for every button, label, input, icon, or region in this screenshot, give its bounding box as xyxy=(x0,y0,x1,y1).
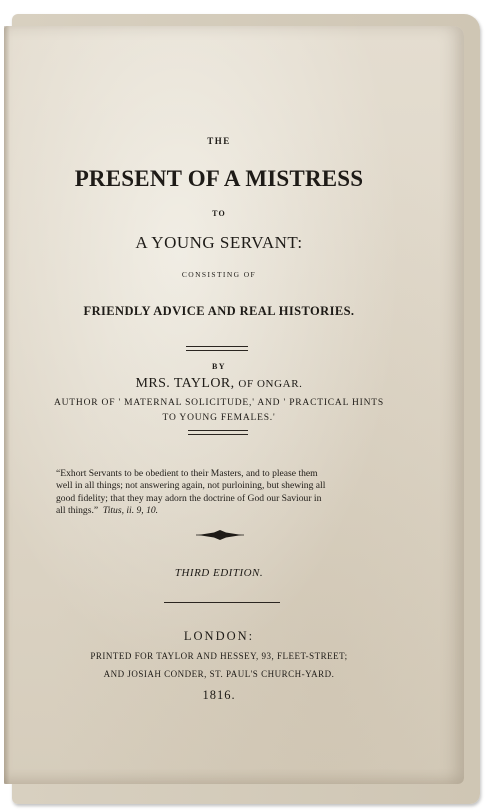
imprint-line-2: AND JOSIAH CONDER, ST. PAUL'S CHURCH-YARD. xyxy=(103,669,335,679)
title-to: TO xyxy=(212,209,226,218)
by-label: BY xyxy=(211,362,227,371)
author-works-line-1: AUTHOR OF ' MATERNAL SOLICITUDE,' AND ' PRACTICAL HINTS xyxy=(53,398,384,408)
book-subtitle: A YOUNG SERVANT: xyxy=(135,233,303,252)
book-title: PRESENT OF A MISTRESS xyxy=(74,166,364,191)
epigraph-quote xyxy=(56,468,392,518)
quote-line: “Exhort Servants to be obedient to their Masters, and to please them xyxy=(56,468,318,479)
title-article: THE xyxy=(207,136,231,146)
imprint-city: LONDON: xyxy=(183,629,255,643)
quote-citation: Titus, ii. 9, 10. xyxy=(102,505,159,517)
contents-description: FRIENDLY ADVICE AND REAL HISTORIES. xyxy=(83,304,355,318)
separator-rule xyxy=(164,602,280,603)
quote-line: well in all things; not answering again, not purloining, but shewing all xyxy=(56,480,326,492)
quote-line-end: all things.” xyxy=(56,505,99,517)
consisting-of-label: CONSISTING OF xyxy=(181,270,257,279)
edition-label: THIRD EDITION. xyxy=(174,567,264,579)
imprint-line-1: PRINTED FOR TAYLOR AND HESSEY, 93, FLEET-STREET; xyxy=(90,651,348,661)
quote-line-last xyxy=(56,505,392,517)
author-name-line xyxy=(4,376,434,392)
page-gutter-shadow xyxy=(4,26,10,784)
title-page xyxy=(4,26,464,784)
author-works-line-2: TO YOUNG FEMALES.' xyxy=(162,413,276,423)
author-name: MRS. TAYLOR, xyxy=(135,376,235,391)
quote-line: good fidelity; that they may adorn the doctrine of God our Saviour in xyxy=(56,492,322,504)
ornament-icon xyxy=(196,528,244,542)
author-place: OF ONGAR. xyxy=(238,378,303,390)
publication-year: 1816. xyxy=(202,688,236,702)
